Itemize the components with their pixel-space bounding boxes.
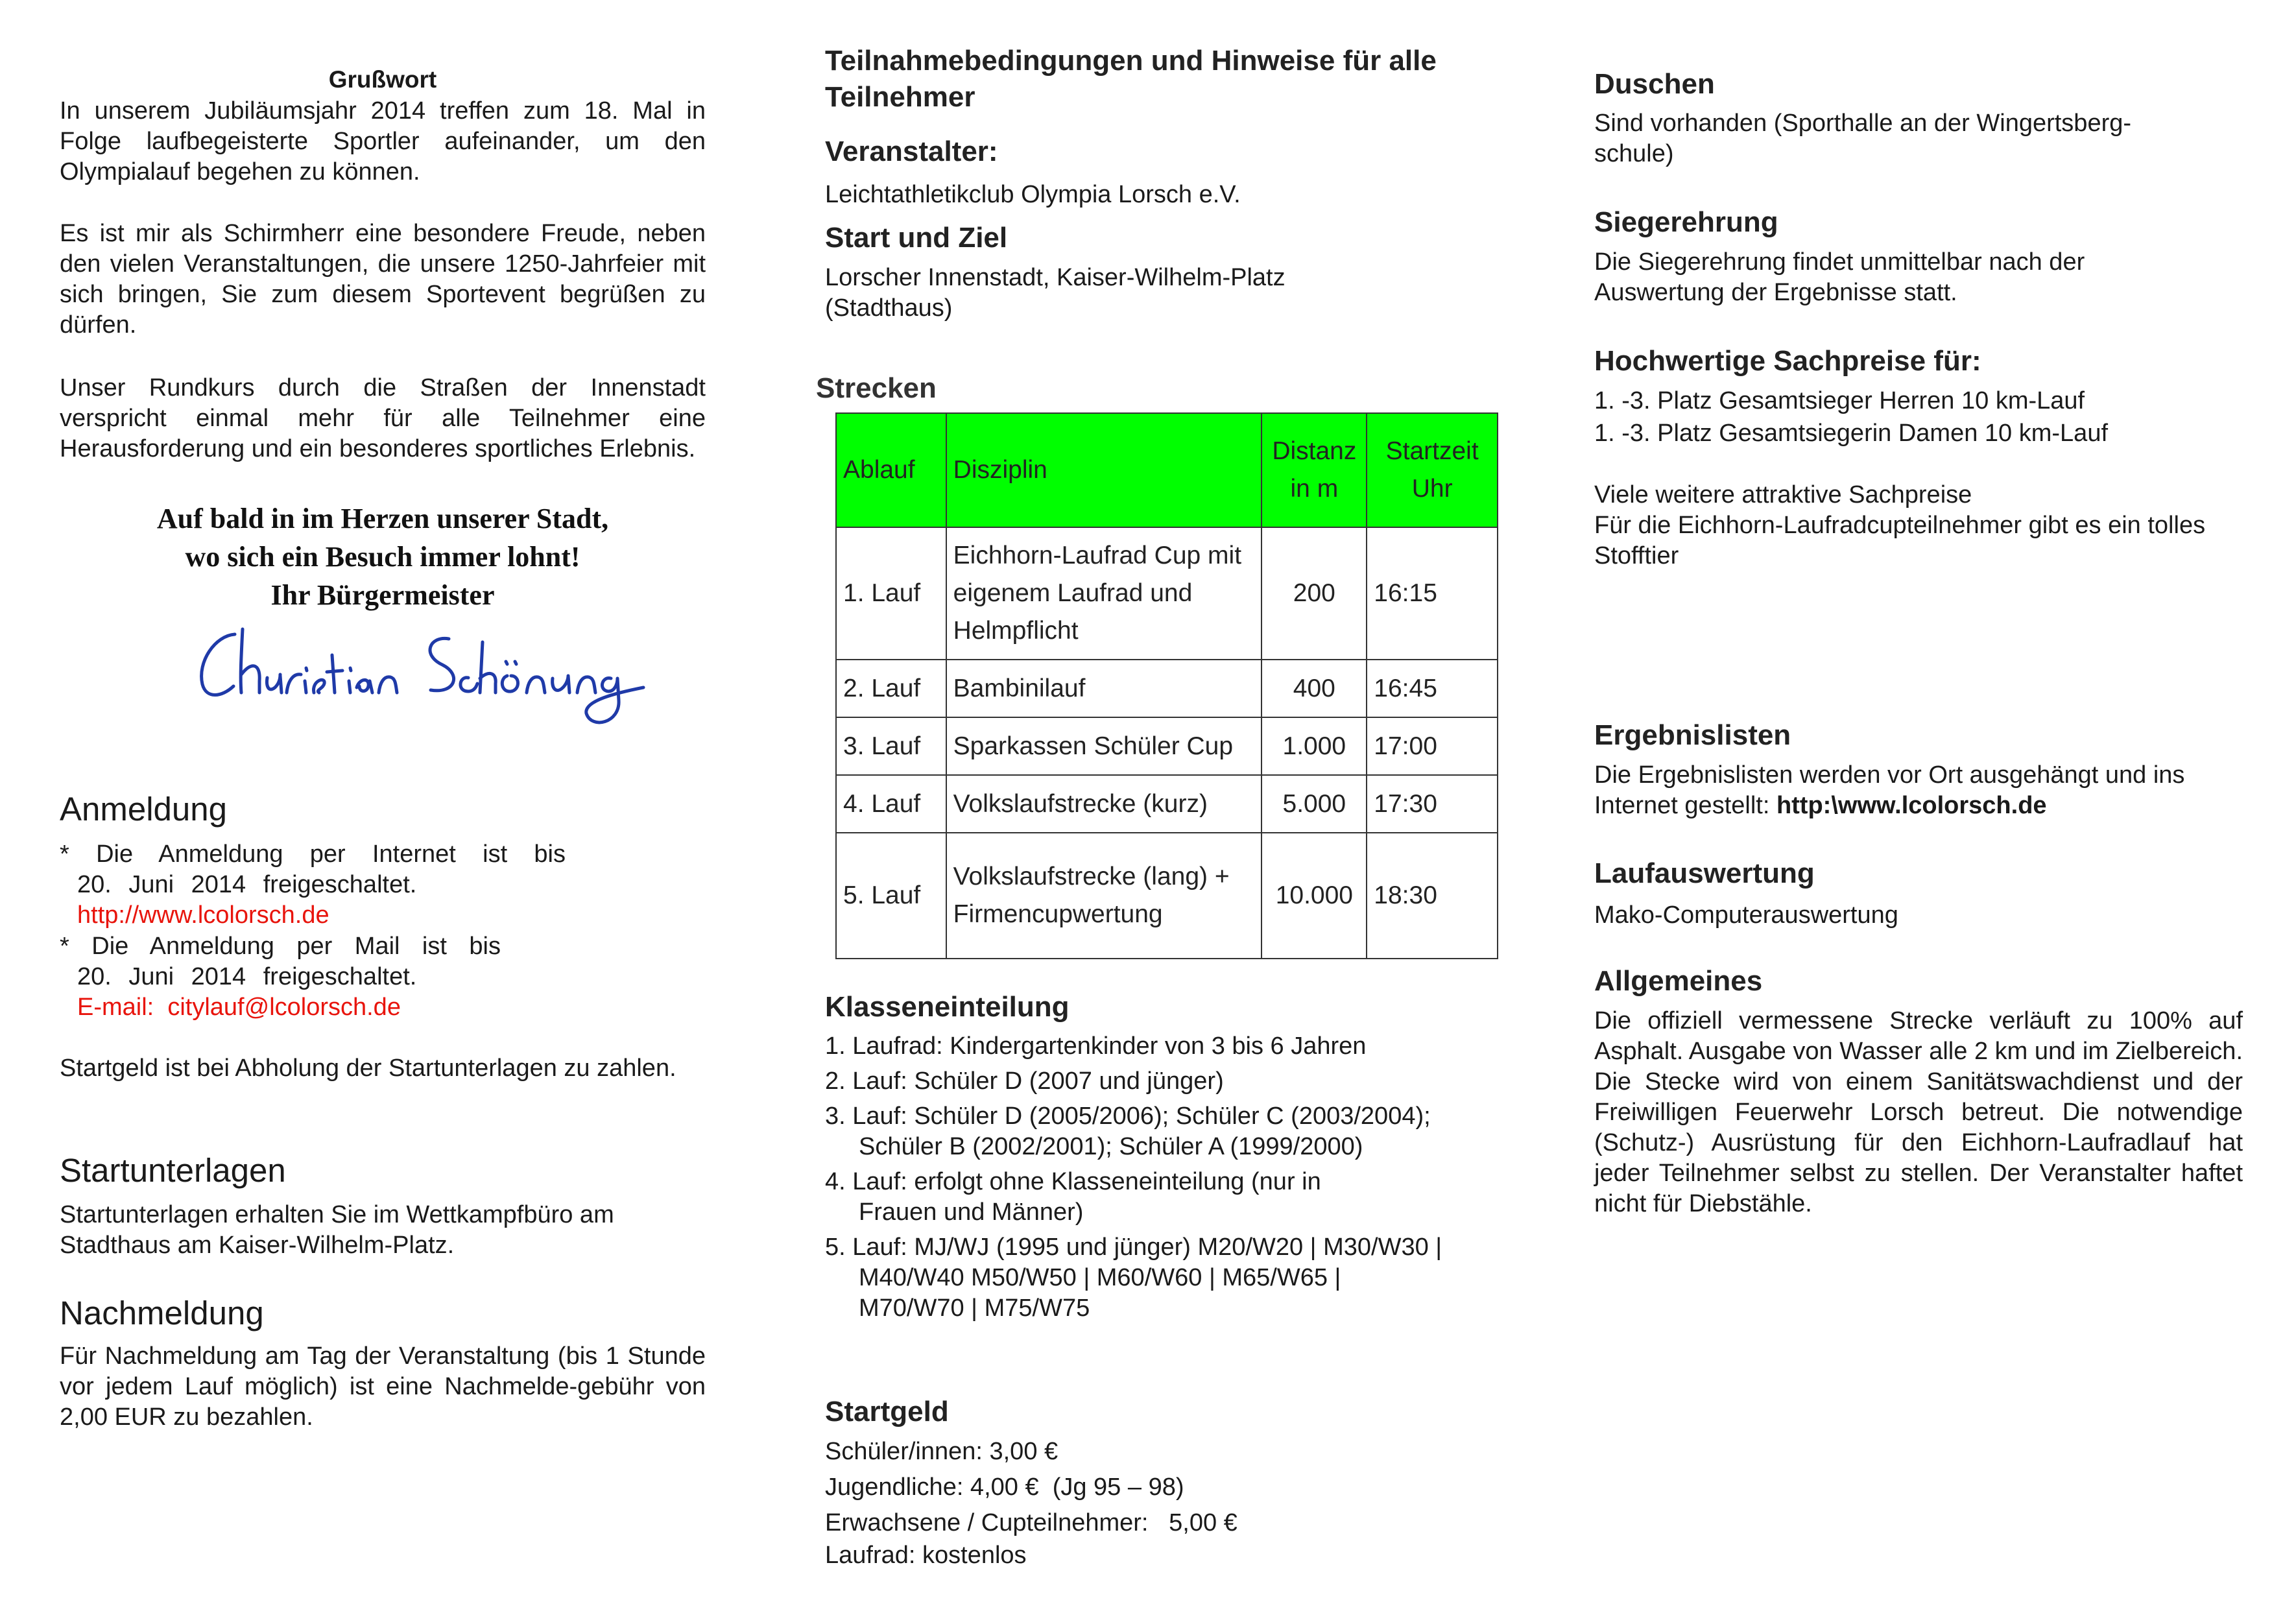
list-item: 3. Lauf: Schüler D (2005/2006); Schüler C (2003/2004); Schüler B (2002/2001); Schüler A (1999/2000): [825, 1103, 1431, 1160]
cell-startzeit: 17:00: [1367, 717, 1498, 775]
startunterlagen-text: Startunterlagen erhalten Sie im Wettkampfbüro am Stadthaus am Kaiser-Wilhelm-Platz.: [60, 1201, 614, 1259]
sachpreise-line3: Viele weitere attraktive Sachpreise: [1594, 481, 1972, 508]
ergebnislisten-text: [1594, 760, 2243, 821]
laufauswertung-title: Laufauswertung: [1594, 857, 1815, 889]
cell-disziplin: Bambinilauf: [946, 660, 1262, 717]
grusswort-closing-2: wo sich ein Besuch immer lohnt!: [185, 541, 580, 573]
startziel-title: Start und Ziel: [825, 222, 1008, 254]
anmeldung-item2-line1: * Die Anmeldung per Mail ist bis: [60, 933, 501, 960]
cell-distanz: 5.000: [1262, 775, 1367, 833]
header-disziplin: Disziplin: [946, 413, 1262, 527]
ergebnislisten-title: Ergebnislisten: [1594, 719, 1791, 751]
startgeld-line1: Schüler/innen: 3,00 €: [825, 1438, 1058, 1465]
cell-ablauf: 4. Lauf: [836, 775, 946, 833]
cell-ablauf: 5. Lauf: [836, 833, 946, 959]
cell-disziplin: Eichhorn-Laufrad Cup mit eigenem Laufrad und Helmpflicht: [946, 527, 1262, 660]
header-distanz-line1: Distanz: [1272, 437, 1357, 465]
grusswort-para1: In unserem Jubiläumsjahr 2014 treffen zum 18. Mal in Folge laufbegeisterte Sportler aufeinander, um den Olympialauf begehen zu können.: [60, 97, 706, 185]
grusswort-closing-1: Auf bald in im Herzen unserer Stadt,: [156, 503, 609, 534]
header-startzeit: [1367, 413, 1498, 527]
table-row: [836, 833, 1498, 959]
duschen-title: Duschen: [1594, 68, 1715, 100]
cell-startzeit: 16:45: [1367, 660, 1498, 717]
header-ablauf: Ablauf: [836, 413, 946, 527]
startziel-line2: (Stadthaus): [825, 294, 953, 322]
table-header-row: [836, 413, 1498, 527]
cell-distanz: 1.000: [1262, 717, 1367, 775]
grusswort-para2: Es ist mir als Schirmherr eine besondere Freude, neben den vielen Veranstaltungen, die unsere 1250-Jahrfeier mit sich bringen, Sie zum diesem Sportevent begrüßen zu dürfen.: [60, 220, 706, 339]
header-distanz-line2: in m: [1290, 475, 1339, 503]
cell-ablauf: 2. Lauf: [836, 660, 946, 717]
cell-ablauf: 3. Lauf: [836, 717, 946, 775]
duschen-text: Sind vorhanden (Sporthalle an der Wingertsberg-schule): [1594, 110, 2132, 167]
anmeldung-title: Anmeldung: [60, 791, 228, 828]
anmeldung-internet-link[interactable]: http://www.lcolorsch.de: [77, 902, 329, 929]
siegerehrung-title: Siegerehrung: [1594, 206, 1778, 238]
header-startzeit-line2: Uhr: [1411, 475, 1453, 503]
list-item: 2. Lauf: Schüler D (2007 und jünger): [825, 1068, 1224, 1095]
cell-disziplin: Volkslaufstrecke (kurz): [946, 775, 1262, 833]
mayor-signature: [189, 616, 656, 733]
veranstalter-text: Leichtathletikclub Olympia Lorsch e.V.: [825, 181, 1241, 208]
cell-startzeit: 17:30: [1367, 775, 1498, 833]
list-item: 5. Lauf: MJ/WJ (1995 und jünger) M20/W20 | M30/W30 | M40/W40 M50/W50 | M60/W60 | M65/W65 | M70/W70 | M75/W75: [825, 1234, 1442, 1322]
sachpreise-line1: 1. -3. Platz Gesamtsieger Herren 10 km-Lauf: [1594, 387, 2085, 414]
startgeld-line2: Jugendliche: 4,00 € (Jg 95 – 98): [825, 1474, 1184, 1501]
startgeld-line3: Erwachsene / Cupteilnehmer: 5,00 €: [825, 1509, 1238, 1536]
klassen-title: Klasseneinteilung: [825, 991, 1070, 1023]
cell-ablauf: 1. Lauf: [836, 527, 946, 660]
grusswort-title: Grußwort: [328, 66, 437, 93]
strecken-title: Strecken: [816, 372, 937, 404]
sachpreise-title: Hochwertige Sachpreise für:: [1594, 345, 1981, 377]
startgeld-title: Startgeld: [825, 1396, 949, 1427]
cell-disziplin: Sparkassen Schüler Cup: [946, 717, 1262, 775]
klassen-list: [825, 1031, 1474, 1324]
anmeldung-item2-line2: 20. Juni 2014 freigeschaltet.: [77, 963, 417, 990]
grusswort-closing-3: Ihr Bürgermeister: [270, 579, 495, 611]
grusswort-para3: Unser Rundkurs durch die Straßen der Innenstadt verspricht einmal mehr für alle Teilnehmer eine Herausforderung und ein besonderes sportliches Erlebnis.: [60, 374, 706, 462]
allgemeines-text: Die offiziell vermessene Strecke verläuft zu 100% auf Asphalt. Ausgabe von Wasser alle 2 km und im Zielbereich. Die Stecke wird von einem Sanitätswachdienst und der Freiwilligen Feuerwehr Lorsch betreut. Die notwendige (Schutz-) Ausrüstung für den Eichhorn-Laufradlauf hat jeder Teilnehmer selbst zu stellen. Der Veranstalter haftet nicht für Diebstähle.: [1594, 1007, 2243, 1217]
laufauswertung-text: Mako-Computerauswertung: [1594, 902, 1898, 929]
startgeld-note: Startgeld ist bei Abholung der Startunterlagen zu zahlen.: [60, 1055, 676, 1082]
veranstalter-title: Veranstalter:: [825, 136, 998, 167]
header-distanz: [1262, 413, 1367, 527]
table-row: [836, 527, 1498, 660]
nachmeldung-text: Für Nachmeldung am Tag der Veranstaltung (bis 1 Stunde vor jedem Lauf möglich) ist eine Nachmelde-gebühr von 2,00 EUR zu bezahlen.: [60, 1343, 706, 1431]
sachpreise-line2: 1. -3. Platz Gesamtsiegerin Damen 10 km-Lauf: [1594, 420, 2109, 447]
header-startzeit-line1: Startzeit: [1385, 437, 1479, 465]
teilnahme-title: Teilnahmebedingungen und Hinweise für alle Teilnehmer: [825, 45, 1437, 113]
cell-startzeit: 18:30: [1367, 833, 1498, 959]
strecken-table: [835, 412, 1498, 959]
list-item: 1. Laufrad: Kindergartenkinder von 3 bis 6 Jahren: [825, 1033, 1367, 1060]
siegerehrung-text: Die Siegerehrung findet unmittelbar nach der Auswertung der Ergebnisse statt.: [1594, 248, 2085, 306]
cell-distanz: 200: [1262, 527, 1367, 660]
cell-startzeit: 16:15: [1367, 527, 1498, 660]
anmeldung-item1-line2: 20. Juni 2014 freigeschaltet.: [77, 871, 417, 898]
cell-distanz: 400: [1262, 660, 1367, 717]
nachmeldung-title: Nachmeldung: [60, 1295, 264, 1331]
anmeldung-email-link[interactable]: E-mail: citylauf@lcolorsch.de: [77, 994, 401, 1021]
cell-disziplin: Volkslaufstrecke (lang) + Firmencupwertung: [946, 833, 1262, 959]
startgeld-line4: Laufrad: kostenlos: [825, 1542, 1027, 1569]
table-row: [836, 660, 1498, 717]
table-row: [836, 775, 1498, 833]
cell-distanz: 10.000: [1262, 833, 1367, 959]
anmeldung-item1-line1: * Die Anmeldung per Internet ist bis: [60, 841, 566, 868]
startunterlagen-title: Startunterlagen: [60, 1152, 286, 1189]
allgemeines-title: Allgemeines: [1594, 965, 1763, 997]
ergebnislisten-body: Die Ergebnislisten werden vor Ort ausgehängt und ins Internet gestellt:: [1594, 761, 2185, 819]
table-row: [836, 717, 1498, 775]
startziel-line1: Lorscher Innenstadt, Kaiser-Wilhelm-Platz: [825, 264, 1286, 291]
list-item: 4. Lauf: erfolgt ohne Klasseneinteilung (nur in Frauen und Männer): [825, 1168, 1321, 1226]
sachpreise-line4: Für die Eichhorn-Laufradcupteilnehmer gibt es ein tolles Stofftier: [1594, 512, 2206, 569]
ergebnislisten-url[interactable]: http:\www.lcolorsch.de: [1776, 792, 2047, 819]
